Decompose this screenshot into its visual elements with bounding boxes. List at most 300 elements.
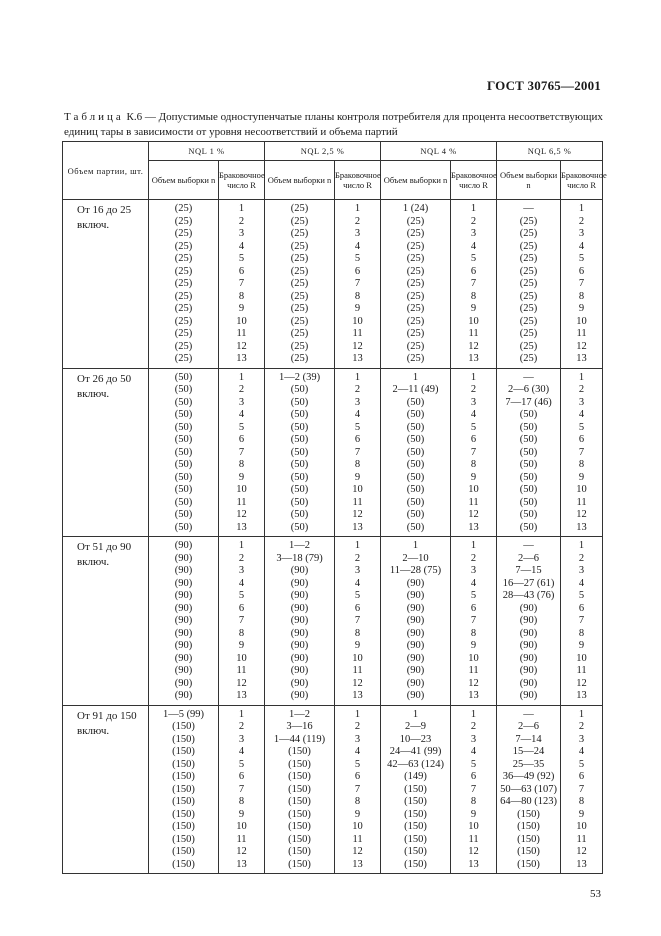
rejection-number-cell — [451, 705, 497, 874]
sample-size-value: (90) — [406, 627, 425, 639]
sample-size-value: (50) — [406, 496, 425, 508]
rejection-number-value: 10 — [352, 484, 363, 495]
sample-size-value: (90) — [519, 627, 538, 639]
rejection-number-value: 4 — [354, 240, 361, 252]
rejection-number-cell — [561, 705, 603, 874]
rejection-number-value: 8 — [470, 459, 477, 470]
rejection-number-value: 1 — [578, 371, 585, 383]
rejection-number-value: 13 — [352, 690, 363, 701]
sample-size-value: (50) — [519, 484, 538, 495]
rejection-number-value: 12 — [236, 677, 247, 689]
sample-size-value: (50) — [290, 434, 309, 445]
rejection-number-value: 6 — [578, 434, 585, 445]
rejection-number-value: 3 — [354, 733, 361, 745]
rejection-number-value: 9 — [470, 640, 477, 651]
sample-size-value: (25) — [174, 340, 193, 352]
sample-size-value: (150) — [288, 783, 311, 795]
sample-size-value: (25) — [290, 203, 309, 214]
rejection-number-value: 12 — [468, 677, 479, 689]
rejection-number-value: 4 — [578, 577, 585, 589]
sample-size-value: (50) — [290, 421, 309, 433]
rejection-number-value: 4 — [578, 409, 585, 420]
sample-size-value: (150) — [172, 758, 195, 770]
sample-size-value: 2—6 (30) — [507, 384, 550, 395]
sample-size-cell — [265, 368, 335, 537]
sample-size-value: 1 (24) — [402, 203, 429, 214]
sample-size-value: (90) — [174, 590, 193, 601]
rejection-number-value: 6 — [578, 771, 585, 782]
sample-size-value: 36—49 (92) — [502, 771, 555, 782]
sample-size-value: (90) — [519, 602, 538, 614]
sample-size-value: (150) — [172, 796, 195, 807]
rejection-number-value: 5 — [470, 253, 477, 264]
rejection-number-value: 9 — [238, 471, 245, 483]
sample-size-cell — [149, 705, 219, 874]
sample-size-value: (50) — [406, 446, 425, 458]
sample-size-cell — [497, 200, 561, 369]
sample-size-value: (50) — [174, 509, 193, 520]
sample-size-value: (90) — [519, 615, 538, 626]
rejection-number-value: 13 — [352, 858, 363, 870]
lot-size-header: Объем партии, шт. — [63, 142, 149, 200]
sample-size-value: (90) — [174, 677, 193, 689]
nql-4-header: NQL 4 % — [381, 142, 497, 161]
rejection-number-value: 5 — [238, 253, 245, 264]
sample-size-value: 25—35 — [512, 758, 545, 770]
rejection-number-value: 12 — [352, 846, 363, 857]
rejection-number-value: 6 — [470, 265, 477, 277]
table-row — [63, 705, 603, 874]
table-row — [63, 200, 603, 369]
sample-size-value: (90) — [290, 665, 309, 676]
sample-size-value: (25) — [290, 290, 309, 302]
sample-size-value: 1 — [412, 371, 419, 383]
rejection-number-value: 9 — [578, 303, 585, 314]
rejection-number-value: 7 — [354, 783, 361, 795]
rejection-number-value: 2 — [238, 384, 245, 395]
rejection-number-value: 11 — [352, 833, 363, 845]
sample-size-value: (50) — [519, 521, 538, 533]
sample-size-value: 42—63 (124) — [387, 758, 444, 770]
sample-size-value: (90) — [174, 627, 193, 639]
rejection-number-value: 13 — [468, 521, 479, 533]
sample-size-value: (50) — [290, 396, 309, 408]
rejection-number-value: 2 — [470, 552, 477, 564]
sample-size-value: (25) — [406, 315, 425, 327]
rejection-number-value: 9 — [238, 303, 245, 314]
table-row — [63, 537, 603, 706]
sample-size-value: (90) — [290, 627, 309, 639]
sample-size-value: (90) — [174, 690, 193, 701]
sample-size-cell — [149, 537, 219, 706]
sample-size-value: (25) — [519, 340, 538, 352]
sample-size-value: (90) — [406, 677, 425, 689]
caption-text: — Допустимые одноступенчатые планы контроля потребителя для процента несоответствующих единиц тары в зависимости от уровня несоответствий и объема партий — [64, 111, 603, 138]
sample-size-value: (90) — [290, 577, 309, 589]
sample-size-header: Объем выборки n — [149, 161, 219, 200]
rejection-number-value: 2 — [354, 384, 361, 395]
sample-size-value: (90) — [406, 652, 425, 664]
rejection-number-value: 8 — [354, 459, 361, 470]
document-id: ГОСТ 30765—2001 — [486, 78, 601, 93]
rejection-number-value: 6 — [238, 771, 245, 782]
rejection-number-value: 11 — [352, 665, 363, 676]
rejection-number-value: 6 — [354, 771, 361, 782]
rejection-number-value: 6 — [470, 602, 477, 614]
rejection-number-value: 10 — [468, 652, 479, 664]
rejection-number-cell — [335, 705, 381, 874]
sample-size-value: (150) — [172, 783, 195, 795]
rejection-number-value: 8 — [354, 796, 361, 807]
sample-size-value: (50) — [174, 459, 193, 470]
rejection-number-value: 5 — [578, 421, 585, 433]
rejection-number-value: 9 — [354, 808, 361, 820]
sample-size-value: (150) — [517, 846, 540, 857]
sample-size-value: (25) — [290, 315, 309, 327]
sample-size-value: (150) — [404, 833, 427, 845]
sample-size-value: (90) — [406, 615, 425, 626]
rejection-number-value: 1 — [238, 708, 245, 720]
rejection-number-value: 9 — [578, 640, 585, 651]
rejection-number-value: 6 — [470, 434, 477, 445]
rejection-number-value: 12 — [576, 340, 587, 352]
sample-size-value: 1—44 (119) — [273, 733, 326, 745]
sample-size-value: 2—6 — [518, 721, 540, 732]
sample-size-value: (25) — [406, 290, 425, 302]
rejection-number-value: 13 — [468, 858, 479, 870]
rejection-number-value: 7 — [470, 615, 477, 626]
rejection-number-value: 13 — [576, 521, 587, 533]
sample-size-value: 64—80 (123) — [500, 796, 557, 807]
rejection-number-value: 5 — [578, 758, 585, 770]
sample-size-value: (150) — [288, 858, 311, 870]
sample-size-value: 3—18 (79) — [276, 552, 323, 564]
rejection-number-value: 11 — [352, 328, 363, 339]
rejection-number-value: 12 — [576, 509, 587, 520]
rejection-number-value: 4 — [238, 746, 245, 757]
sample-size-value: (150) — [288, 796, 311, 807]
sample-size-value: (25) — [174, 253, 193, 264]
sample-size-value: (150) — [517, 821, 540, 832]
sample-size-value: (90) — [519, 665, 538, 676]
rejection-number-value: 12 — [576, 846, 587, 857]
rejection-number-value: 11 — [576, 665, 587, 676]
rejection-number-value: 13 — [576, 858, 587, 870]
rejection-number-value: 7 — [578, 615, 585, 626]
rejection-number-value: 6 — [238, 265, 245, 277]
rejection-number-value: 12 — [468, 340, 479, 352]
sample-size-value: (50) — [174, 396, 193, 408]
sample-size-value: (50) — [406, 421, 425, 433]
rejection-number-value: 7 — [470, 278, 477, 289]
rejection-number-value: 12 — [236, 509, 247, 520]
sample-size-value: (25) — [406, 228, 425, 239]
rejection-number-value: 4 — [470, 240, 477, 252]
rejection-number-value: 2 — [470, 384, 477, 395]
rejection-number-value: 8 — [578, 459, 585, 470]
sample-size-value: (25) — [519, 240, 538, 252]
rejection-number-value: 4 — [238, 240, 245, 252]
rejection-number-value: 5 — [238, 590, 245, 601]
rejection-number-value: 7 — [354, 278, 361, 289]
rejection-number-value: 3 — [238, 565, 245, 576]
rejection-number-value: 13 — [352, 353, 363, 364]
rejection-number-value: 10 — [352, 821, 363, 832]
sample-size-value: (25) — [174, 265, 193, 277]
rejection-number-value: 4 — [238, 577, 245, 589]
sample-size-value: (50) — [174, 521, 193, 533]
rejection-number-value: 3 — [470, 733, 477, 745]
caption-number: К.6 — [126, 111, 143, 123]
rejection-number-value: 6 — [578, 602, 585, 614]
sample-size-value: (90) — [290, 565, 309, 576]
sample-size-cell — [381, 537, 451, 706]
rejection-number-value: 5 — [354, 253, 361, 264]
rejection-number-value: 9 — [578, 471, 585, 483]
rejection-number-value: 8 — [238, 459, 245, 470]
rejection-number-value: 10 — [236, 652, 247, 664]
rejection-number-value: 13 — [236, 690, 247, 701]
rejection-number-value: 6 — [354, 434, 361, 445]
sample-size-value: (25) — [290, 253, 309, 264]
sample-size-value: (25) — [290, 228, 309, 239]
rejection-number-value: 5 — [354, 421, 361, 433]
sample-size-value: 16—27 (61) — [502, 577, 555, 589]
sample-size-value: (90) — [174, 552, 193, 564]
sample-size-value: (150) — [404, 858, 427, 870]
rejection-number-value: 7 — [238, 446, 245, 458]
sample-size-value: (50) — [406, 509, 425, 520]
rejection-number-header: Браковочное число R — [219, 161, 265, 200]
sample-size-value: (50) — [519, 459, 538, 470]
sample-size-value: (90) — [174, 540, 193, 551]
rejection-number-value: 9 — [578, 808, 585, 820]
rejection-number-value: 12 — [352, 340, 363, 352]
sample-size-cell — [265, 537, 335, 706]
rejection-number-value: 11 — [236, 833, 247, 845]
rejection-number-value: 3 — [470, 396, 477, 408]
rejection-number-value: 1 — [354, 540, 361, 551]
rejection-number-value: 8 — [470, 627, 477, 639]
sample-size-value: (90) — [174, 665, 193, 676]
rejection-number-value: 12 — [236, 340, 247, 352]
rejection-number-value: 9 — [470, 471, 477, 483]
sample-size-value: (25) — [174, 328, 193, 339]
lot-size-cell: От 26 до 50 включ. — [63, 368, 149, 537]
rejection-number-value: 13 — [352, 521, 363, 533]
sample-size-value: (90) — [290, 677, 309, 689]
rejection-number-value: 1 — [238, 371, 245, 383]
rejection-number-value: 5 — [470, 590, 477, 601]
sample-size-value: (25) — [519, 253, 538, 264]
sample-size-value: (25) — [406, 353, 425, 364]
sample-size-value: (25) — [290, 215, 309, 227]
sample-size-value: (150) — [517, 858, 540, 870]
rejection-number-value: 3 — [470, 228, 477, 239]
rejection-number-header: Браковочное число R — [561, 161, 603, 200]
sample-size-value: 2—11 (49) — [392, 384, 439, 395]
sample-size-value: 2—6 — [518, 552, 540, 564]
sample-size-value: (90) — [519, 677, 538, 689]
rejection-number-value: 10 — [576, 315, 587, 327]
sample-size-value: (150) — [288, 808, 311, 820]
rejection-number-header: Браковочное число R — [335, 161, 381, 200]
sample-size-value: (150) — [404, 846, 427, 857]
page-number: 53 — [590, 888, 601, 900]
sample-size-value: — — [523, 540, 534, 551]
table-body — [63, 200, 603, 874]
sample-size-value: (90) — [519, 652, 538, 664]
sample-size-value: (90) — [519, 640, 538, 651]
sample-size-value: (25) — [519, 278, 538, 289]
rejection-number-value: 10 — [236, 821, 247, 832]
sample-size-value: (90) — [406, 690, 425, 701]
rejection-number-value: 11 — [236, 665, 247, 676]
rejection-number-value: 1 — [354, 203, 361, 214]
sample-size-value: (90) — [406, 577, 425, 589]
rejection-number-cell — [561, 368, 603, 537]
rejection-number-value: 10 — [468, 484, 479, 495]
rejection-number-value: 2 — [578, 384, 585, 395]
sample-size-value: (90) — [519, 690, 538, 701]
rejection-number-value: 7 — [238, 615, 245, 626]
sample-size-value: (25) — [406, 215, 425, 227]
rejection-number-value: 6 — [354, 265, 361, 277]
sample-size-cell — [149, 200, 219, 369]
rejection-number-value: 3 — [238, 733, 245, 745]
table-caption — [64, 110, 604, 140]
rejection-number-value: 8 — [470, 796, 477, 807]
table-row — [63, 368, 603, 537]
sample-size-value: (50) — [519, 446, 538, 458]
sample-size-value: (90) — [290, 690, 309, 701]
sample-size-value: (150) — [404, 808, 427, 820]
sample-size-value: (149) — [404, 771, 427, 782]
sample-size-value: (50) — [290, 409, 309, 420]
sample-size-value: (25) — [406, 278, 425, 289]
rejection-number-value: 1 — [578, 540, 585, 551]
sample-size-value: (150) — [172, 846, 195, 857]
rejection-number-value: 3 — [238, 396, 245, 408]
rejection-number-value: 2 — [238, 215, 245, 227]
sample-size-value: (150) — [172, 721, 195, 732]
sample-size-value: (50) — [519, 496, 538, 508]
lot-size-cell: От 51 до 90 включ. — [63, 537, 149, 706]
rejection-number-value: 5 — [238, 758, 245, 770]
rejection-number-value: 2 — [578, 721, 585, 732]
sample-size-value: (25) — [174, 203, 193, 214]
sample-size-value: (150) — [288, 746, 311, 757]
sample-size-cell — [381, 200, 451, 369]
sample-size-value: — — [523, 708, 534, 720]
sample-size-header: Объем выборки n — [381, 161, 451, 200]
sample-size-value: 1 — [412, 540, 419, 551]
rejection-number-value: 2 — [238, 721, 245, 732]
rejection-number-cell — [451, 200, 497, 369]
rejection-number-value: 5 — [470, 421, 477, 433]
rejection-number-cell — [561, 537, 603, 706]
rejection-number-value: 1 — [470, 371, 477, 383]
sample-size-value: 1—2 (39) — [278, 371, 321, 383]
rejection-number-value: 5 — [578, 590, 585, 601]
sample-size-value: (150) — [172, 771, 195, 782]
sample-size-cell — [381, 368, 451, 537]
sample-size-value: (25) — [519, 228, 538, 239]
sample-size-value: (50) — [406, 409, 425, 420]
sample-size-value: (25) — [519, 303, 538, 314]
rejection-number-value: 9 — [238, 808, 245, 820]
rejection-number-value: 10 — [236, 484, 247, 495]
rejection-number-value: 7 — [354, 446, 361, 458]
rejection-number-value: 4 — [470, 746, 477, 757]
lot-size-cell: От 16 до 25 включ. — [63, 200, 149, 369]
rejection-number-value: 9 — [470, 303, 477, 314]
sample-size-value: (90) — [290, 590, 309, 601]
sample-size-value: (150) — [288, 846, 311, 857]
sample-size-value: (90) — [406, 640, 425, 651]
sample-size-value: (25) — [290, 328, 309, 339]
rejection-number-value: 4 — [470, 409, 477, 420]
sample-size-cell — [381, 705, 451, 874]
inspection-plans-table — [62, 141, 607, 874]
rejection-number-value: 6 — [578, 265, 585, 277]
rejection-number-value: 8 — [238, 796, 245, 807]
sample-size-value: (50) — [174, 446, 193, 458]
rejection-number-value: 13 — [468, 353, 479, 364]
rejection-number-value: 6 — [238, 434, 245, 445]
rejection-number-value: 11 — [468, 328, 479, 339]
rejection-number-value: 10 — [576, 821, 587, 832]
sample-size-value: (25) — [174, 278, 193, 289]
rejection-number-value: 5 — [354, 758, 361, 770]
lot-size-cell: От 91 до 150 включ. — [63, 705, 149, 874]
sample-size-value: (50) — [174, 421, 193, 433]
sample-size-value: (50) — [174, 409, 193, 420]
rejection-number-value: 11 — [576, 496, 587, 508]
rejection-number-value: 13 — [576, 690, 587, 701]
rejection-number-value: 2 — [238, 552, 245, 564]
rejection-number-value: 8 — [354, 290, 361, 302]
rejection-number-value: 13 — [236, 858, 247, 870]
sample-size-value: (25) — [406, 340, 425, 352]
sample-size-value: (90) — [290, 602, 309, 614]
rejection-number-value: 12 — [352, 677, 363, 689]
sample-size-value: 2—9 — [405, 721, 427, 732]
rejection-number-value: 1 — [470, 540, 477, 551]
sample-size-value: (50) — [174, 496, 193, 508]
rejection-number-value: 5 — [470, 758, 477, 770]
rejection-number-value: 10 — [468, 821, 479, 832]
nql-1-header: NQL 1 % — [149, 142, 265, 161]
sample-size-value: 7—15 — [515, 565, 542, 576]
sample-size-value: (50) — [174, 484, 193, 495]
sample-size-value: (25) — [519, 328, 538, 339]
rejection-number-value: 11 — [352, 496, 363, 508]
sample-size-value: 1—5 (99) — [162, 708, 205, 720]
sample-size-value: (50) — [290, 496, 309, 508]
rejection-number-value: 2 — [354, 552, 361, 564]
rejection-number-value: 11 — [236, 496, 247, 508]
rejection-number-value: 10 — [576, 484, 587, 495]
rejection-number-value: 2 — [470, 721, 477, 732]
sample-size-value: (150) — [172, 733, 195, 745]
rejection-number-value: 5 — [578, 253, 585, 264]
sample-size-value: (150) — [288, 758, 311, 770]
sample-size-value: (90) — [174, 577, 193, 589]
nql-6-5-header: NQL 6,5 % — [497, 142, 603, 161]
sample-size-value: 3—16 — [286, 721, 313, 732]
rejection-number-value: 8 — [578, 627, 585, 639]
